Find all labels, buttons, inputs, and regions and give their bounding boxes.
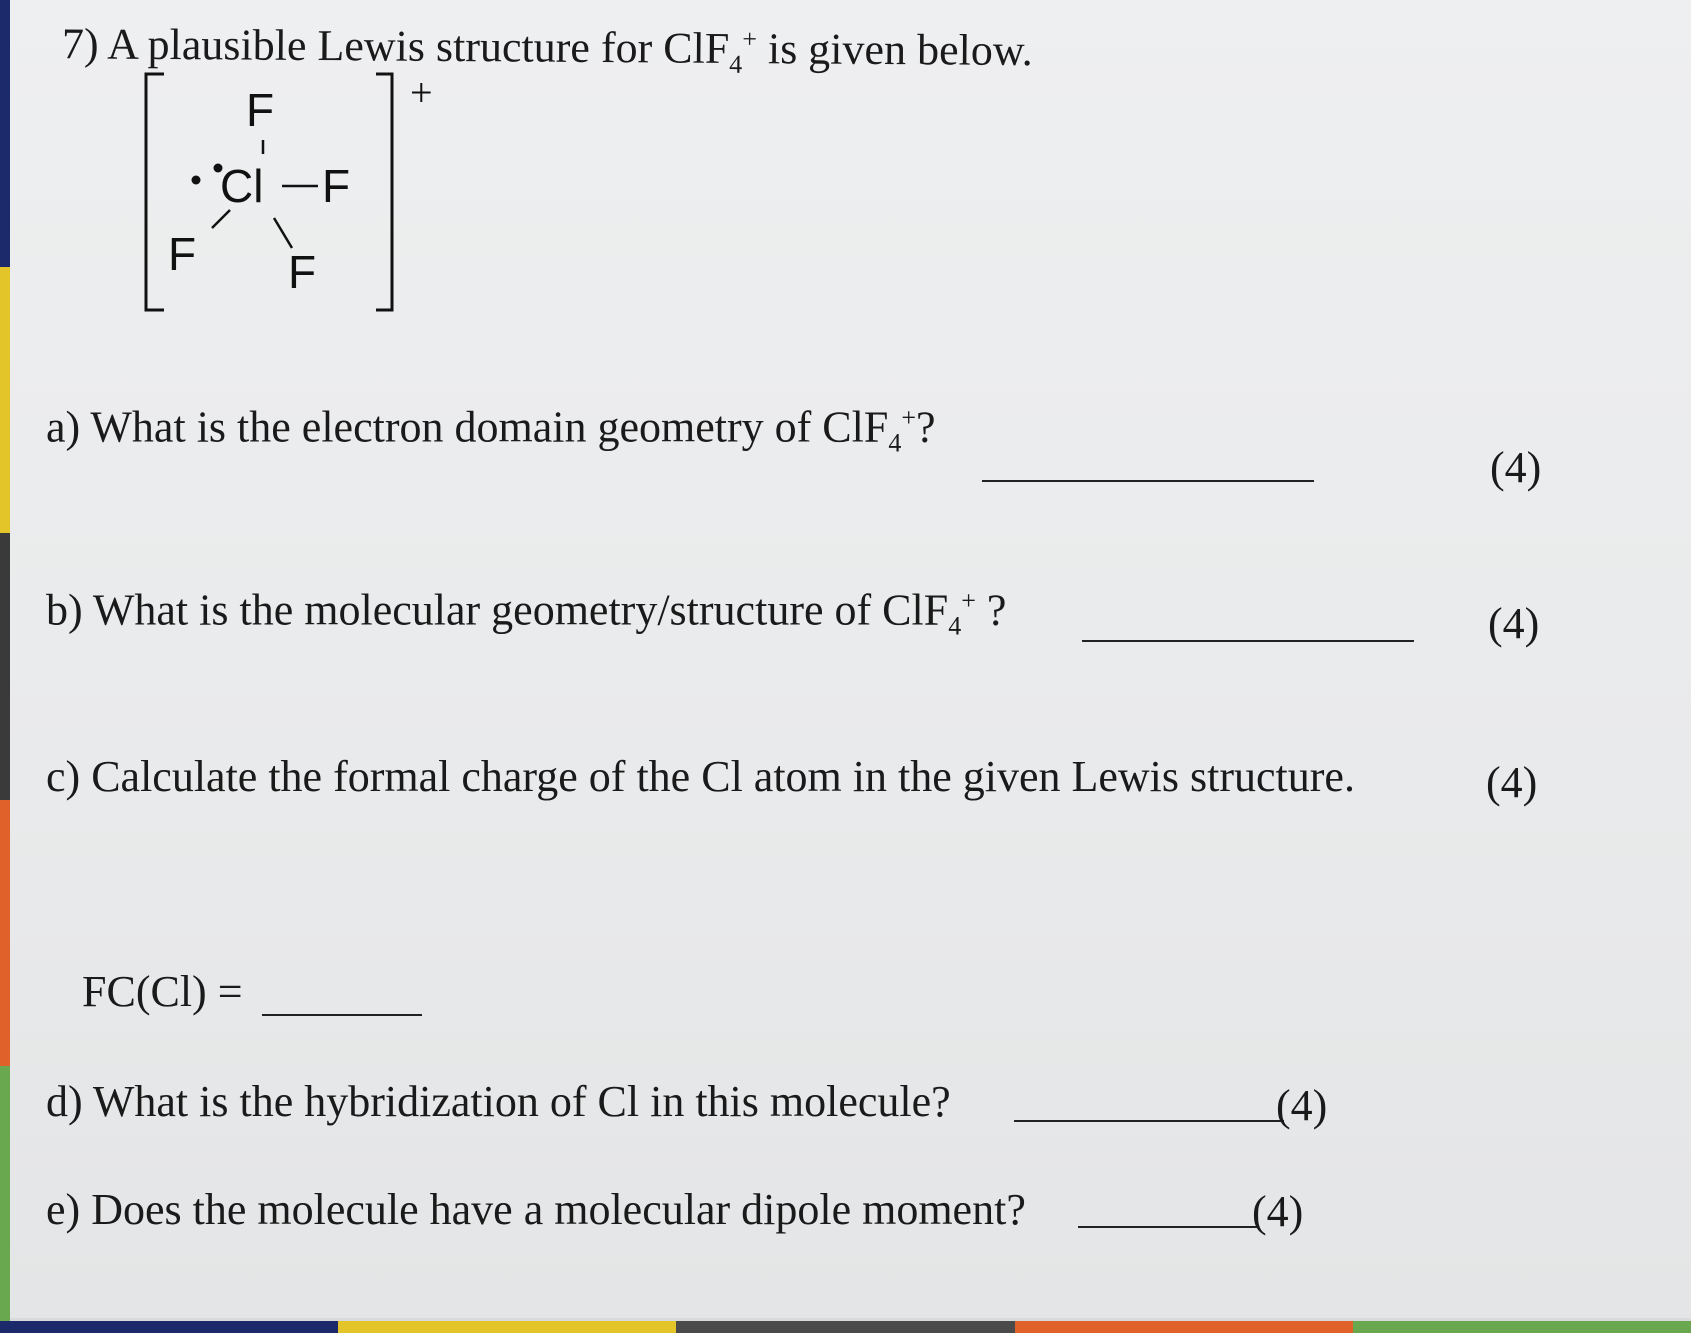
atom-cl-center: Cl <box>220 160 264 212</box>
charge-plus: + <box>410 70 433 115</box>
points-e: (4) <box>1252 1187 1304 1236</box>
bracket-right <box>376 74 392 310</box>
bracket-left <box>146 74 164 310</box>
points-d: (4) <box>1276 1081 1328 1130</box>
lone-pair-dot <box>192 176 201 185</box>
part-b-question: b) What is the molecular geometry/structure of ClF$_4$+ ? <box>46 585 1007 641</box>
part-a-question: a) What is the electron domain geometry of ClF$_4$+? <box>46 402 936 458</box>
atom-f-right: F <box>322 160 351 212</box>
worksheet <box>10 0 1691 1318</box>
points-c: (4) <box>1486 758 1538 807</box>
part-c-question: c) Calculate the formal charge of the Cl atom in the given Lewis structure. <box>46 752 1355 801</box>
lewis-structure <box>140 70 500 340</box>
answer-blank-b[interactable] <box>1082 640 1414 642</box>
screen-edge-left <box>0 0 10 1333</box>
answer-blank-c[interactable] <box>262 1014 422 1016</box>
question-heading: 7) A plausible Lewis structure for ClF$_4$+ is given below. <box>61 19 1033 79</box>
atom-f-bottom-left: F <box>168 228 197 280</box>
fc-label: FC(Cl) = <box>82 967 243 1016</box>
points-a: (4) <box>1490 443 1542 492</box>
bond-bottom-left <box>212 210 230 228</box>
answer-blank-d[interactable] <box>1014 1120 1284 1122</box>
answer-blank-a[interactable] <box>982 480 1314 482</box>
atom-f-top: F <box>246 84 275 136</box>
part-d-question: d) What is the hybridization of Cl in this molecule? <box>46 1077 951 1126</box>
screen-edge-bottom <box>0 1321 1691 1333</box>
answer-blank-e[interactable] <box>1078 1226 1258 1228</box>
points-b: (4) <box>1488 599 1540 648</box>
bond-bottom-right <box>274 218 292 248</box>
part-e-question: e) Does the molecule have a molecular dipole moment? <box>46 1185 1026 1234</box>
atom-f-bottom-right: F <box>288 246 317 298</box>
question-text: A plausible Lewis structure for ClF <box>107 19 730 73</box>
question-number: 7) <box>61 19 99 69</box>
